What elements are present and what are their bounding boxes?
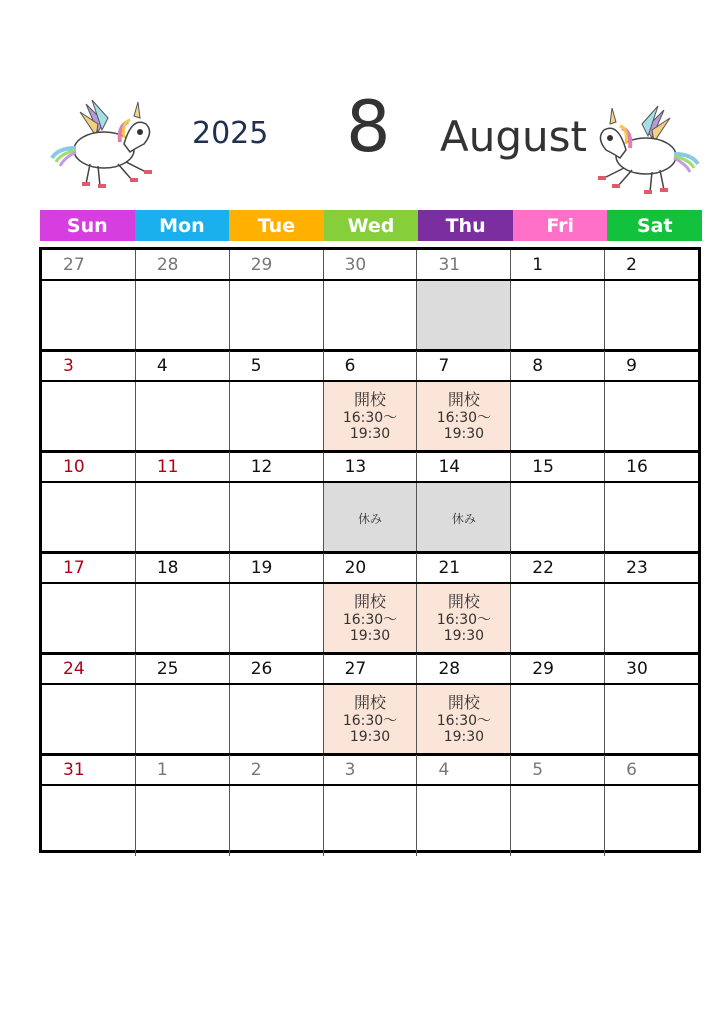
week-row: [42, 452, 698, 554]
day-body-cell[interactable]: [324, 483, 418, 553]
month-name: August: [440, 112, 587, 161]
day-body-cell[interactable]: [136, 281, 230, 351]
date-number: 29: [532, 659, 554, 679]
event-end-time: 19:30: [349, 628, 391, 644]
event-block: [324, 693, 417, 745]
day-body-cell[interactable]: [136, 483, 230, 553]
date-number-row: [42, 755, 698, 786]
date-cell[interactable]: [417, 755, 511, 784]
event-block: [417, 693, 510, 745]
date-cell[interactable]: [230, 250, 324, 279]
day-body-cell[interactable]: [230, 685, 324, 755]
calendar-header: [0, 0, 724, 210]
weekday-sat: Sat: [607, 210, 702, 241]
date-number: 26: [250, 659, 273, 679]
date-number: 11: [156, 457, 179, 477]
event-title: 開校: [447, 390, 480, 409]
date-number: 27: [344, 659, 367, 679]
weekday-thu: Thu: [418, 210, 513, 241]
date-number: 29: [250, 255, 273, 275]
day-body-cell[interactable]: [605, 685, 698, 755]
date-number: 4: [156, 356, 168, 376]
date-cell[interactable]: [605, 654, 698, 683]
date-cell[interactable]: [42, 452, 136, 481]
date-cell[interactable]: [42, 250, 136, 279]
date-number: 2: [626, 255, 637, 275]
date-number: 16: [626, 457, 648, 477]
event-start-time: 16:30～: [342, 713, 398, 729]
date-number: 28: [438, 659, 461, 679]
date-number: 19: [250, 558, 273, 578]
day-body-cell[interactable]: [417, 281, 511, 351]
day-body-cell[interactable]: [417, 685, 511, 755]
date-body-row: [42, 685, 698, 755]
day-body-cell[interactable]: [511, 483, 605, 553]
day-body-cell[interactable]: [136, 685, 230, 755]
day-body-cell[interactable]: [511, 685, 605, 755]
date-number: 6: [626, 760, 637, 780]
date-number: 4: [438, 760, 450, 780]
day-body-cell[interactable]: [42, 786, 136, 856]
day-body-cell[interactable]: [136, 382, 230, 452]
event-title: 開校: [354, 592, 387, 611]
date-number: 20: [344, 558, 367, 578]
event-start-time: 16:30～: [342, 410, 398, 426]
date-cell[interactable]: [230, 654, 324, 683]
calendar-grid: [39, 247, 701, 853]
date-cell[interactable]: [324, 654, 418, 683]
day-body-cell[interactable]: [42, 281, 136, 351]
day-body-cell[interactable]: [511, 281, 605, 351]
date-body-row: [42, 483, 698, 553]
day-body-cell[interactable]: [417, 483, 511, 553]
event-title: 開校: [354, 693, 387, 712]
date-cell[interactable]: [136, 351, 230, 380]
day-body-cell[interactable]: [42, 584, 136, 654]
day-note: 休み: [358, 512, 383, 526]
event-block: [324, 390, 417, 442]
date-cell[interactable]: [230, 452, 324, 481]
day-body-cell[interactable]: [324, 281, 418, 351]
date-number: 18: [156, 558, 179, 578]
event-start-time: 16:30～: [436, 410, 492, 426]
date-cell[interactable]: [511, 553, 605, 582]
date-number: 23: [626, 558, 648, 578]
date-cell[interactable]: [417, 351, 511, 380]
event-start-time: 16:30～: [436, 612, 492, 628]
date-cell[interactable]: [605, 553, 698, 582]
date-number: 31: [438, 255, 461, 275]
week-row: [42, 755, 698, 857]
date-body-row: [42, 584, 698, 654]
date-cell[interactable]: [417, 654, 511, 683]
day-body-cell[interactable]: [417, 786, 511, 856]
date-number: 8: [532, 356, 544, 376]
weekday-sun: Sun: [40, 210, 135, 241]
event-title: 開校: [354, 390, 387, 409]
day-body-cell[interactable]: [324, 584, 418, 654]
date-number-row: [42, 250, 698, 281]
year-label: 2025: [192, 116, 269, 151]
day-body-cell[interactable]: [324, 382, 418, 452]
date-number: 25: [156, 659, 179, 679]
date-cell[interactable]: [136, 654, 230, 683]
event-block: [417, 390, 510, 442]
date-number: 14: [438, 457, 461, 477]
date-body-row: [42, 382, 698, 452]
weekday-header-row: [40, 210, 702, 241]
date-number: 27: [63, 255, 85, 275]
date-number: 13: [344, 457, 367, 477]
date-cell[interactable]: [511, 755, 605, 784]
unicorn-right-icon: [592, 98, 704, 198]
event-start-time: 16:30～: [436, 713, 492, 729]
date-body-row: [42, 786, 698, 856]
date-cell[interactable]: [511, 654, 605, 683]
day-body-cell[interactable]: [511, 382, 605, 452]
date-number: 28: [156, 255, 179, 275]
date-cell[interactable]: [605, 351, 698, 380]
date-number-row: [42, 351, 698, 382]
date-number: 30: [344, 255, 367, 275]
week-row: [42, 351, 698, 453]
event-block: [417, 592, 510, 644]
date-number: 15: [532, 457, 554, 477]
date-cell[interactable]: [230, 553, 324, 582]
date-cell[interactable]: [605, 755, 698, 784]
date-cell[interactable]: [136, 250, 230, 279]
day-body-cell[interactable]: [230, 584, 324, 654]
day-body-cell[interactable]: [511, 786, 605, 856]
day-body-cell[interactable]: [230, 483, 324, 553]
week-row: [42, 250, 698, 352]
day-body-cell[interactable]: [324, 685, 418, 755]
event-end-time: 19:30: [349, 729, 391, 745]
day-body-cell[interactable]: [511, 584, 605, 654]
date-cell[interactable]: [605, 452, 698, 481]
date-number: 9: [626, 356, 637, 376]
date-number: 17: [63, 558, 85, 578]
week-row: [42, 654, 698, 756]
date-cell[interactable]: [511, 351, 605, 380]
week-row: [42, 553, 698, 655]
date-body-row: [42, 281, 698, 351]
date-number: 24: [63, 659, 85, 679]
day-body-cell[interactable]: [605, 483, 698, 553]
date-cell[interactable]: [42, 654, 136, 683]
weekday-fri: Fri: [513, 210, 608, 241]
month-number: 8: [346, 86, 391, 168]
date-cell[interactable]: [230, 755, 324, 784]
event-title: 開校: [447, 693, 480, 712]
date-number: 10: [63, 457, 85, 477]
date-number: 22: [532, 558, 554, 578]
day-body-cell[interactable]: [136, 584, 230, 654]
date-cell[interactable]: [230, 351, 324, 380]
date-number-row: [42, 654, 698, 685]
event-end-time: 19:30: [443, 426, 485, 442]
date-cell[interactable]: [324, 553, 418, 582]
date-number: 1: [156, 760, 168, 780]
date-cell[interactable]: [42, 553, 136, 582]
event-end-time: 19:30: [349, 426, 391, 442]
date-number: 5: [532, 760, 544, 780]
date-number: 30: [626, 659, 648, 679]
date-number: 3: [63, 356, 74, 376]
date-cell[interactable]: [42, 755, 136, 784]
weekday-wed: Wed: [324, 210, 419, 241]
date-number: 12: [250, 457, 273, 477]
event-end-time: 19:30: [443, 729, 485, 745]
day-body-cell[interactable]: [42, 685, 136, 755]
date-cell[interactable]: [417, 553, 511, 582]
day-body-cell[interactable]: [605, 382, 698, 452]
day-body-cell[interactable]: [230, 382, 324, 452]
date-number: 7: [438, 356, 450, 376]
day-note: 休み: [451, 512, 476, 526]
date-cell[interactable]: [136, 452, 230, 481]
day-body-cell[interactable]: [42, 382, 136, 452]
day-body-cell[interactable]: [605, 281, 698, 351]
day-body-cell[interactable]: [605, 584, 698, 654]
day-body-cell[interactable]: [42, 483, 136, 553]
date-cell[interactable]: [511, 452, 605, 481]
date-number: 1: [532, 255, 544, 275]
day-body-cell[interactable]: [417, 584, 511, 654]
date-number-row: [42, 553, 698, 584]
event-end-time: 19:30: [443, 628, 485, 644]
date-cell[interactable]: [136, 553, 230, 582]
unicorn-left-icon: [46, 92, 158, 192]
date-number: 6: [344, 356, 356, 376]
weekday-tue: Tue: [229, 210, 324, 241]
date-cell[interactable]: [42, 351, 136, 380]
date-number-row: [42, 452, 698, 483]
date-cell[interactable]: [136, 755, 230, 784]
event-title: 開校: [447, 592, 480, 611]
event-start-time: 16:30～: [342, 612, 398, 628]
date-cell[interactable]: [324, 250, 418, 279]
day-body-cell[interactable]: [230, 281, 324, 351]
day-body-cell[interactable]: [605, 786, 698, 856]
date-cell[interactable]: [324, 452, 418, 481]
date-number: 3: [344, 760, 356, 780]
day-body-cell[interactable]: [230, 786, 324, 856]
date-cell[interactable]: [417, 452, 511, 481]
day-body-cell[interactable]: [136, 786, 230, 856]
date-cell[interactable]: [417, 250, 511, 279]
date-number: 5: [250, 356, 262, 376]
date-number: 2: [250, 760, 262, 780]
date-number: 31: [63, 760, 85, 780]
date-number: 21: [438, 558, 461, 578]
event-block: [324, 592, 417, 644]
date-cell[interactable]: [324, 351, 418, 380]
day-body-cell[interactable]: [417, 382, 511, 452]
date-cell[interactable]: [324, 755, 418, 784]
day-body-cell[interactable]: [324, 786, 418, 856]
weekday-mon: Mon: [135, 210, 230, 241]
date-cell[interactable]: [511, 250, 605, 279]
date-cell[interactable]: [605, 250, 698, 279]
